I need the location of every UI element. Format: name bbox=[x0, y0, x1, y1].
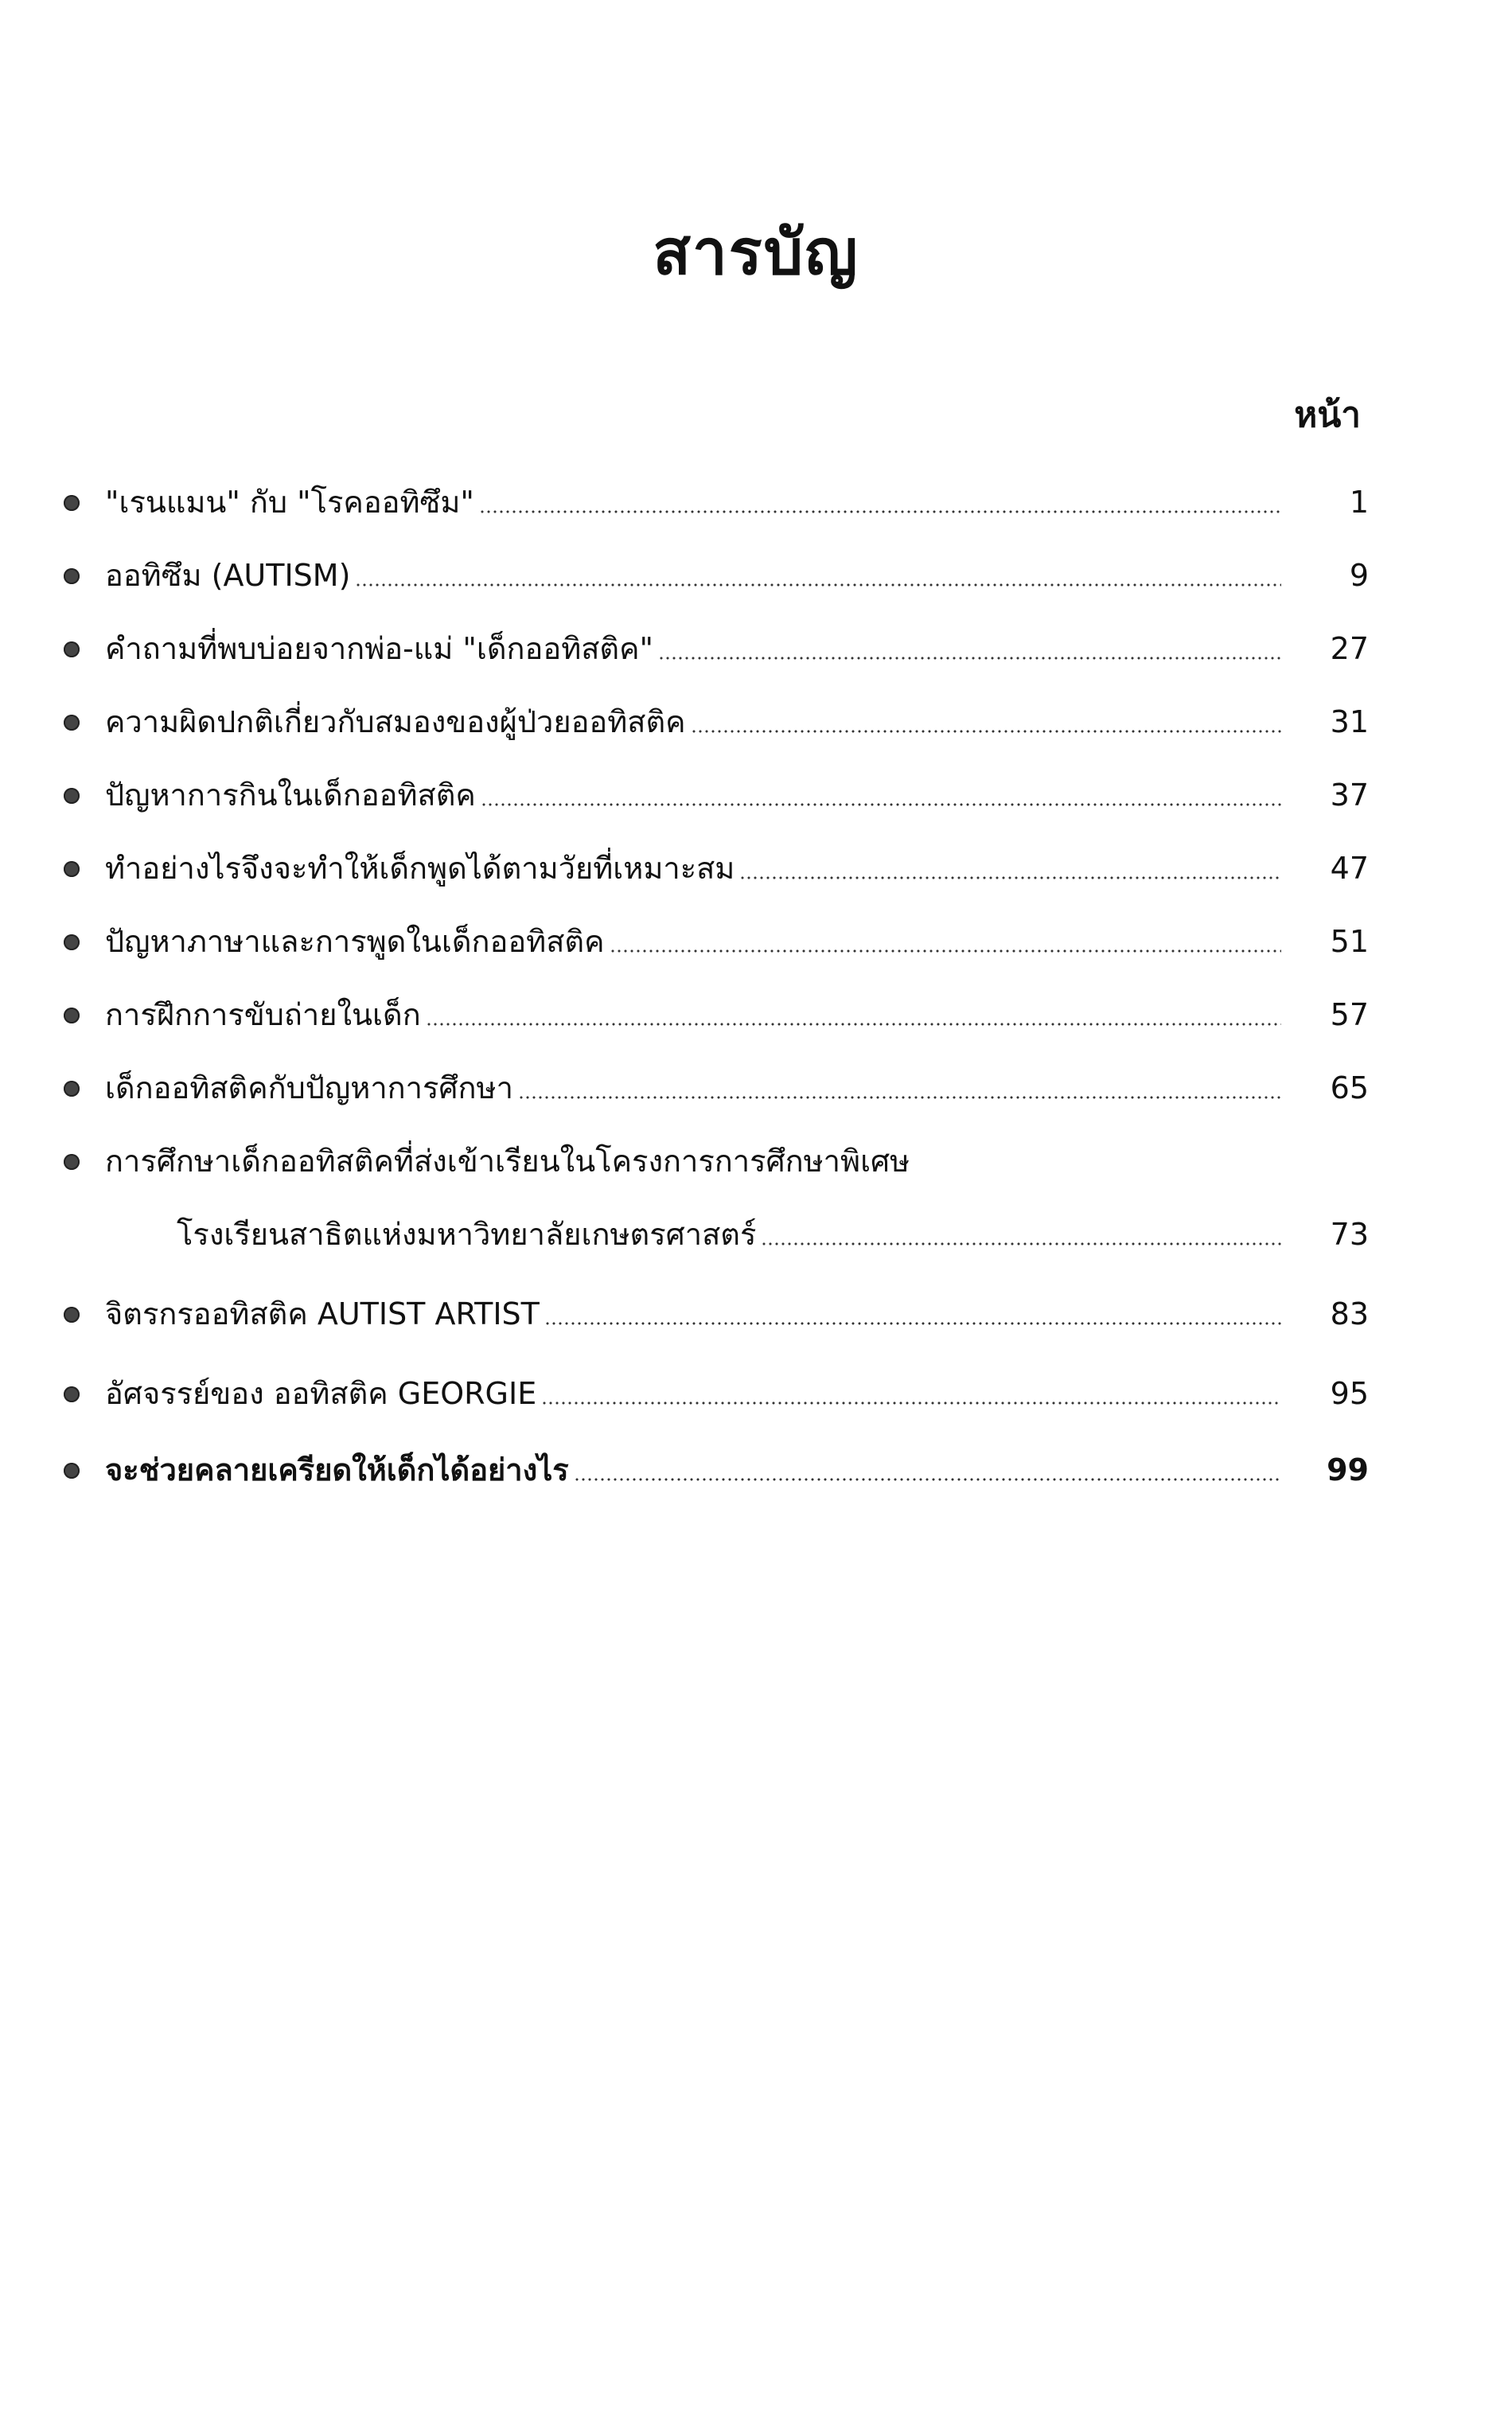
toc-entry[interactable] bbox=[0, 987, 1512, 1043]
toc-entry[interactable] bbox=[0, 840, 1512, 896]
toc-entry-title: จิตรกรออทิสติค AUTIST ARTIST bbox=[105, 1296, 540, 1331]
toc-entry-line bbox=[105, 548, 1281, 603]
toc-entry-title: จะช่วยคลายเครียดให้เด็กได้อย่างไร bbox=[105, 1452, 569, 1487]
toc-entry-page: 83 bbox=[1330, 1296, 1369, 1331]
toc-entry[interactable] bbox=[0, 1442, 1512, 1498]
bullet-icon bbox=[64, 788, 80, 804]
toc-entry[interactable] bbox=[0, 1366, 1512, 1421]
toc-entry-page: 47 bbox=[1330, 851, 1369, 886]
dot-leader bbox=[574, 1478, 1281, 1481]
bullet-icon bbox=[64, 641, 80, 657]
toc-entry-page: 95 bbox=[1330, 1376, 1369, 1411]
toc-entry-page: 65 bbox=[1330, 1070, 1369, 1105]
bullet-icon bbox=[64, 1307, 80, 1323]
toc-entry-page: 27 bbox=[1330, 631, 1369, 666]
dot-leader bbox=[426, 1023, 1281, 1026]
toc-entry-title: คำถามที่พบบ่อยจากพ่อ-แม่ "เด็กออทิสติค" bbox=[105, 631, 654, 666]
toc-entry[interactable] bbox=[0, 694, 1512, 750]
toc-entry-line bbox=[105, 694, 1281, 750]
toc-entry-line bbox=[105, 840, 1281, 896]
dot-leader bbox=[355, 583, 1281, 587]
toc-entry-page: 57 bbox=[1330, 997, 1369, 1032]
toc-entry-page: 1 bbox=[1349, 485, 1369, 520]
toc-entry-line bbox=[105, 1442, 1281, 1498]
toc-entry-line bbox=[105, 987, 1281, 1043]
toc-entry[interactable] bbox=[0, 1133, 1512, 1189]
bullet-icon bbox=[64, 1008, 80, 1023]
toc-entry-title: การศึกษาเด็กออทิสติคที่ส่งเข้าเรียนในโครงการการศึกษาพิเศษ bbox=[105, 1144, 910, 1179]
bullet-icon bbox=[64, 495, 80, 511]
bullet-icon bbox=[64, 1154, 80, 1170]
toc-entry-title: อัศจรรย์ของ ออทิสติค GEORGIE bbox=[105, 1376, 537, 1411]
toc-entry-title: ความผิดปกติเกี่ยวกับสมองของผู้ป่วยออทิสติค bbox=[105, 704, 686, 739]
toc-entry-line bbox=[105, 914, 1281, 969]
toc-entry-title: "เรนแมน" กับ "โรคออทิซึม" bbox=[105, 485, 474, 520]
toc-entry[interactable] bbox=[0, 621, 1512, 676]
toc-entry-title-continued: โรงเรียนสาธิตแห่งมหาวิทยาลัยเกษตรศาสตร์ bbox=[177, 1217, 757, 1252]
dot-leader bbox=[481, 803, 1281, 806]
toc-entry-title: ออทิซึม (AUTISM) bbox=[105, 558, 351, 593]
toc-entry-page: 37 bbox=[1330, 778, 1369, 813]
toc-entry[interactable] bbox=[0, 914, 1512, 969]
bullet-icon bbox=[64, 934, 80, 950]
bullet-icon bbox=[64, 1386, 80, 1402]
page-title: สารบัญ bbox=[653, 217, 859, 289]
toc-entry-line bbox=[177, 1206, 1281, 1262]
toc-entry[interactable] bbox=[0, 474, 1512, 530]
toc-entry-continuation[interactable] bbox=[0, 1206, 1512, 1262]
bullet-icon bbox=[64, 1463, 80, 1479]
toc-entry-page: 9 bbox=[1349, 558, 1369, 593]
bullet-icon bbox=[64, 568, 80, 584]
dot-leader bbox=[544, 1322, 1281, 1325]
toc-entry-line bbox=[105, 1060, 1281, 1116]
dot-leader bbox=[658, 657, 1281, 660]
dot-leader bbox=[691, 730, 1281, 733]
toc-entry-page: 73 bbox=[1330, 1217, 1369, 1252]
toc-entry-line bbox=[105, 621, 1281, 676]
toc-entry-title: ทำอย่างไรจึงจะทำให้เด็กพูดได้ตามวัยที่เหมาะสม bbox=[105, 851, 735, 886]
toc-entry-line bbox=[105, 1366, 1281, 1421]
toc-entry-page: 99 bbox=[1327, 1452, 1369, 1487]
bullet-icon bbox=[64, 1081, 80, 1097]
dot-leader bbox=[610, 949, 1281, 953]
toc-entry-title: ปัญหาภาษาและการพูดในเด็กออทิสติค bbox=[105, 924, 605, 959]
bullet-icon bbox=[64, 715, 80, 731]
toc-entry[interactable] bbox=[0, 1060, 1512, 1116]
toc-entry[interactable] bbox=[0, 1286, 1512, 1342]
toc-entry-page: 51 bbox=[1330, 924, 1369, 959]
toc-entry[interactable] bbox=[0, 548, 1512, 603]
dot-leader bbox=[479, 510, 1281, 513]
toc-entry-page: 31 bbox=[1330, 704, 1369, 739]
toc-entry-line bbox=[105, 474, 1281, 530]
dot-leader bbox=[739, 876, 1281, 879]
toc-entry-title: การฝึกการขับถ่ายในเด็ก bbox=[105, 997, 421, 1032]
toc-entry-title: ปัญหาการกินในเด็กออทิสติค bbox=[105, 778, 476, 813]
dot-leader bbox=[541, 1401, 1281, 1405]
toc-entry-title: เด็กออทิสติคกับปัญหาการศึกษา bbox=[105, 1070, 513, 1105]
dot-leader bbox=[761, 1242, 1281, 1245]
page-column-header: หน้า bbox=[1294, 395, 1361, 435]
toc-entry-line bbox=[105, 1286, 1281, 1342]
dot-leader bbox=[518, 1096, 1281, 1099]
toc-entry-line bbox=[105, 767, 1281, 823]
bullet-icon bbox=[64, 861, 80, 877]
toc-entry[interactable] bbox=[0, 767, 1512, 823]
